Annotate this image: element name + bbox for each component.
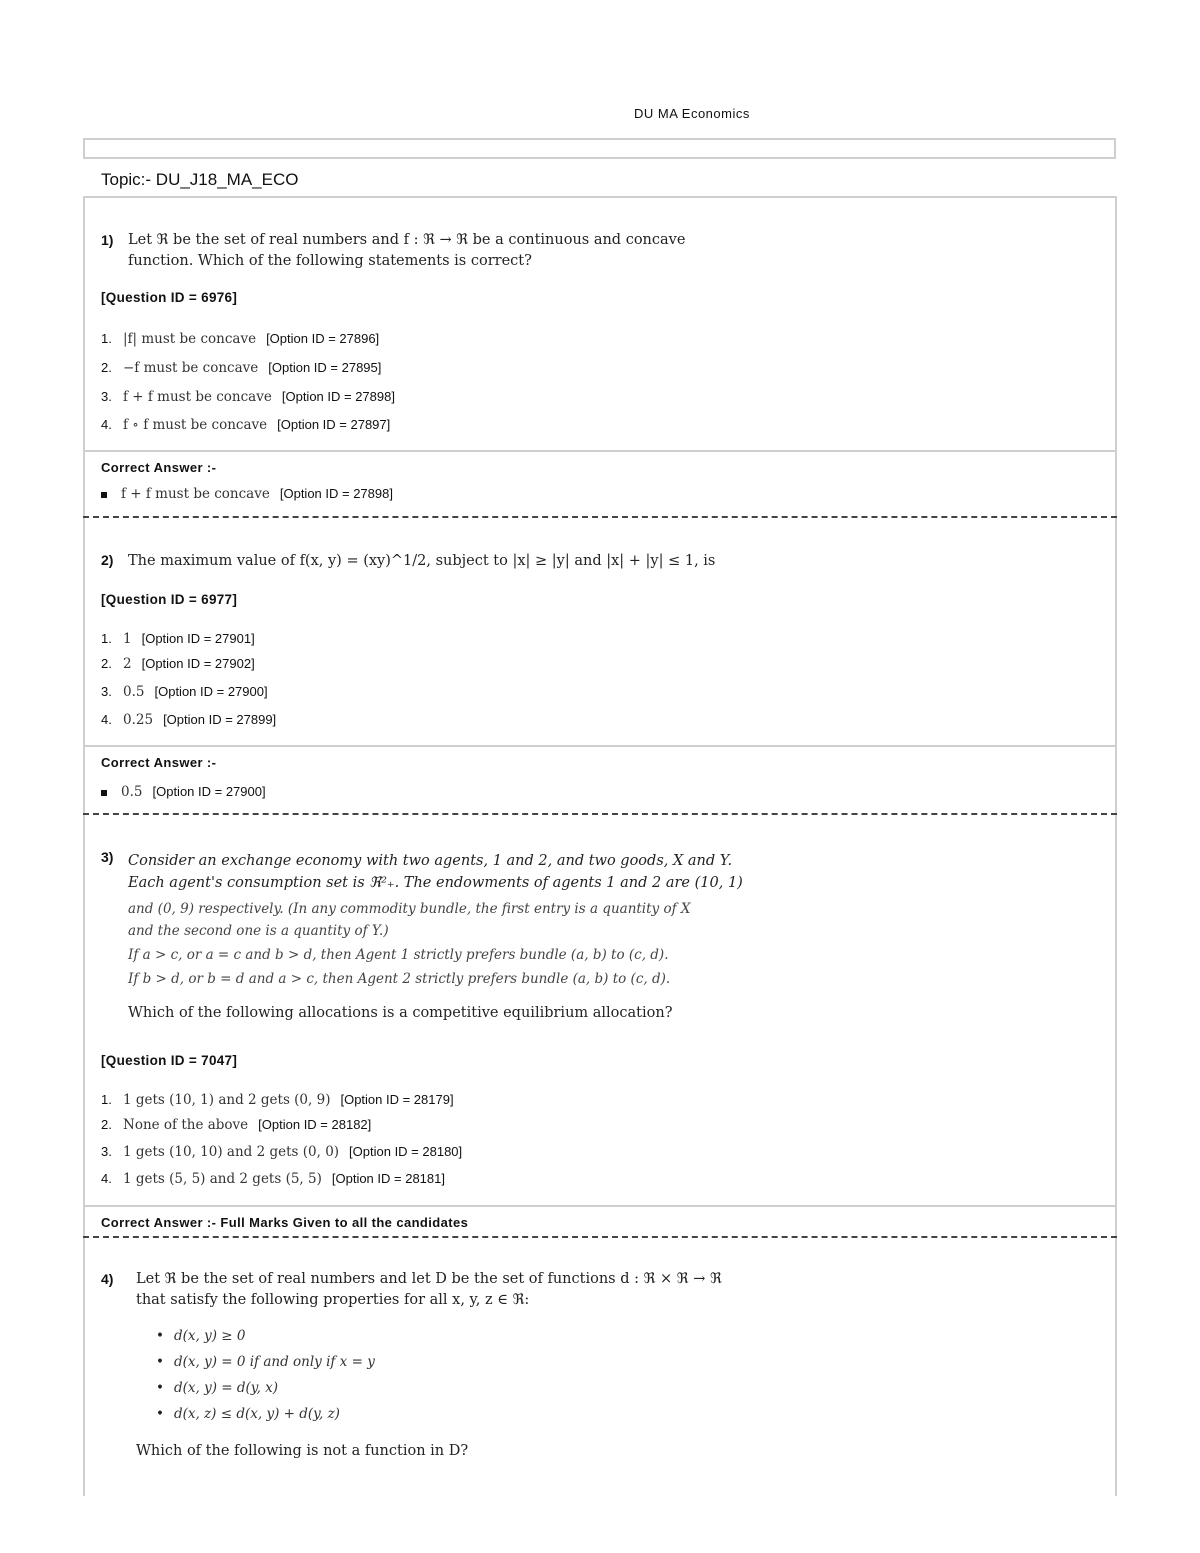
list-item: • d(x, y) ≥ 0: [156, 1323, 375, 1349]
option-item: 2. −f must be concave [Option ID = 27895]: [101, 360, 382, 376]
list-item: • d(x, z) ≤ d(x, y) + d(y, z): [156, 1401, 375, 1427]
question-text-line: If a > c, or a = c and b > d, then Agent 1 strictly prefers bundle (a, b) to (c, d).: [128, 947, 669, 963]
frame-right-border: [1115, 196, 1117, 1496]
question-text: [136, 1269, 722, 1311]
option-item: 3. 1 gets (10, 10) and 2 gets (0, 0) [Option ID = 28180]: [101, 1144, 463, 1160]
question-text-line: and (0, 9) respectively. (In any commodity bundle, the first entry is a quantity of X: [128, 901, 691, 917]
frame-left-border: [83, 196, 85, 1496]
option-item: 3. f + f must be concave [Option ID = 27898]: [101, 389, 395, 405]
question-id: [Question ID = 7047]: [101, 1053, 238, 1068]
question-number: 4): [101, 1271, 114, 1287]
question-number: 1): [101, 232, 114, 248]
question-prompt: Which of the following is not a function in D?: [136, 1443, 469, 1459]
bullet-icon: [101, 790, 107, 796]
correct-answer-label: Correct Answer :- Full Marks Given to all the candidates: [101, 1215, 469, 1230]
question-text-line: Let ℜ be the set of real numbers and let D be the set of functions d : ℜ × ℜ → ℜ: [136, 1271, 722, 1287]
question-text-line: Let ℜ be the set of real numbers and f : ℜ → ℜ be a continuous and concave: [128, 232, 686, 248]
option-item: 1. 1 [Option ID = 27901]: [101, 631, 255, 647]
question-text-line: that satisfy the following properties for all x, y, z ∈ ℜ:: [136, 1292, 530, 1308]
divider: [83, 450, 1117, 452]
full-marks-note: Full Marks Given to all the candidates: [220, 1215, 469, 1230]
option-item: 2. 2 [Option ID = 27902]: [101, 656, 255, 672]
divider: [83, 1205, 1117, 1207]
question-number: 2): [101, 552, 114, 568]
option-item: 2. None of the above [Option ID = 28182]: [101, 1117, 372, 1133]
question-text: The maximum value of f(x, y) = (xy)^1/2, subject to |x| ≥ |y| and |x| + |y| ≤ 1, is: [128, 553, 716, 569]
option-item: 1. 1 gets (10, 1) and 2 gets (0, 9) [Option ID = 28179]: [101, 1092, 454, 1108]
correct-answer: f + f must be concave [Option ID = 27898]: [101, 486, 393, 502]
question-text-line: Each agent's consumption set is ℜ²₊. The endowments of agents 1 and 2 are (10, 1): [128, 875, 743, 891]
question-id: [Question ID = 6977]: [101, 592, 238, 607]
question-text-line: and the second one is a quantity of Y.): [128, 923, 389, 939]
option-item: 4. f ∘ f must be concave [Option ID = 27897]: [101, 417, 391, 433]
list-item: • d(x, y) = d(y, x): [156, 1375, 375, 1401]
correct-answer-label: Correct Answer :-: [101, 755, 217, 770]
question-text-line: Consider an exchange economy with two agents, 1 and 2, and two goods, X and Y.: [128, 853, 733, 869]
divider: [83, 196, 1117, 198]
question-text-line: function. Which of the following statements is correct?: [128, 253, 532, 269]
question-text: [128, 230, 685, 272]
divider: [83, 745, 1117, 747]
header-bar: [83, 138, 1116, 159]
question-separator: [83, 813, 1117, 815]
topic-title: Topic:- DU_J18_MA_ECO: [101, 170, 299, 189]
option-item: 1. |f| must be concave [Option ID = 27896]: [101, 331, 380, 347]
question-separator: [83, 1236, 1117, 1238]
correct-answer-label: Correct Answer :-: [101, 460, 217, 475]
list-item: • d(x, y) = 0 if and only if x = y: [156, 1349, 375, 1375]
bullet-icon: [101, 492, 107, 498]
question-id: [Question ID = 6976]: [101, 290, 238, 305]
option-item: 4. 0.25 [Option ID = 27899]: [101, 712, 277, 728]
question-separator: [83, 516, 1117, 518]
property-list: [156, 1323, 375, 1427]
question-number: 3): [101, 849, 114, 865]
option-item: 4. 1 gets (5, 5) and 2 gets (5, 5) [Option ID = 28181]: [101, 1171, 445, 1187]
question-text-line: If b > d, or b = d and a > c, then Agent 2 strictly prefers bundle (a, b) to (c, d).: [128, 971, 671, 987]
option-item: 3. 0.5 [Option ID = 27900]: [101, 684, 268, 700]
question-text: [128, 850, 743, 990]
page-header-title: DU MA Economics: [634, 106, 750, 121]
correct-answer: 0.5 [Option ID = 27900]: [101, 784, 266, 800]
question-prompt: Which of the following allocations is a competitive equilibrium allocation?: [128, 1005, 673, 1021]
